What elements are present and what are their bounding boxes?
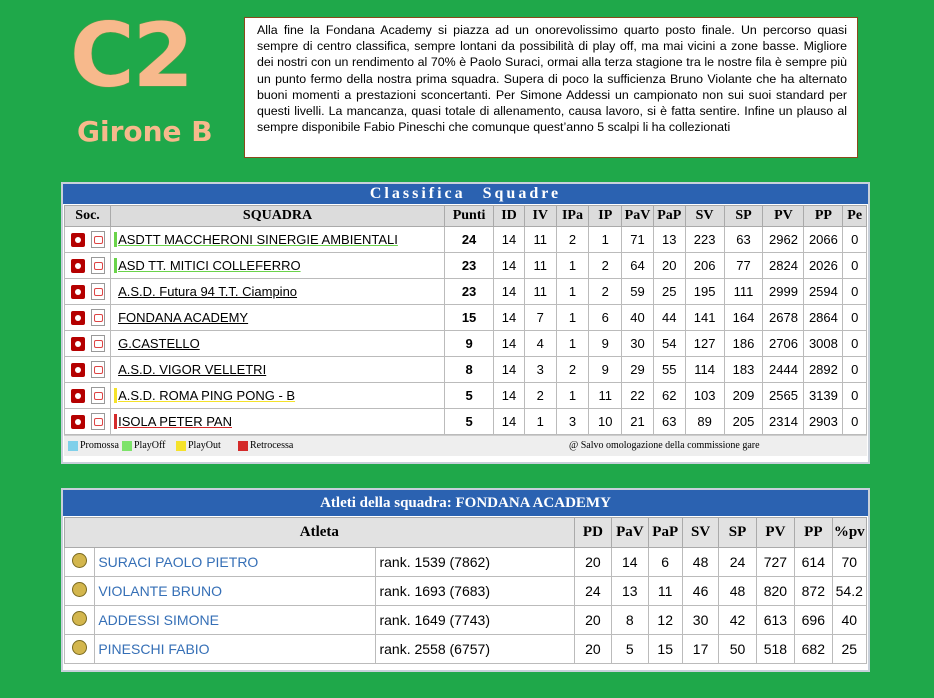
- stat-cell: 23: [444, 253, 493, 279]
- stat-cell: 11: [589, 383, 622, 409]
- table-row: [65, 635, 867, 664]
- stat-cell: 14: [494, 383, 525, 409]
- athletes-panel: [61, 488, 870, 672]
- legend-swatch: [176, 441, 186, 451]
- stat-cell: 11: [524, 253, 556, 279]
- stat-cell: 2565: [763, 383, 804, 409]
- stat-cell: 30: [682, 606, 718, 635]
- stat-cell: 10: [589, 409, 622, 435]
- standings-col-header: Soc.: [65, 206, 111, 227]
- team-link[interactable]: A.S.D. Futura 94 T.T. Ciampino: [118, 284, 298, 299]
- team-cell: [111, 383, 445, 409]
- athlete-col-header: %pv: [832, 518, 866, 548]
- team-details-icon[interactable]: [71, 363, 85, 377]
- stat-cell: 8: [612, 606, 648, 635]
- team-cell: [111, 279, 445, 305]
- legend-item: [68, 436, 119, 456]
- table-row: [65, 383, 867, 409]
- stat-cell: 195: [685, 279, 724, 305]
- stat-cell: 727: [756, 548, 794, 577]
- pdf-icon[interactable]: [91, 309, 105, 326]
- stat-cell: 9: [589, 331, 622, 357]
- legend-label: Promossa: [80, 440, 119, 451]
- stat-cell: 127: [685, 331, 724, 357]
- stat-cell: 23: [444, 279, 493, 305]
- medal-icon: [72, 553, 87, 568]
- stat-cell: 8: [444, 357, 493, 383]
- stat-cell: 64: [622, 253, 654, 279]
- stat-cell: 0: [843, 227, 867, 253]
- stat-cell: 3: [556, 409, 589, 435]
- stat-cell: 1: [556, 253, 589, 279]
- standings-col-header: IV: [524, 206, 556, 227]
- medal-cell: [65, 606, 95, 635]
- stat-cell: 2594: [804, 279, 843, 305]
- medal-icon: [72, 582, 87, 597]
- stat-cell: 14: [494, 227, 525, 253]
- standings-body: [65, 227, 867, 435]
- stat-cell: 50: [719, 635, 756, 664]
- pdf-icon[interactable]: [91, 283, 105, 300]
- standings-title: Classifica Squadre: [63, 184, 868, 204]
- commentary-note: Alla fine la Fondana Academy si piazza ad un onorevolissimo quarto posto finale. Un percorso quasi sempre di centro classifica, sempre lontani da possibilità di play off, ma mai vicini a zone basse. Migliore dei nostri con un rendimento al 70% è Paolo Suraci, ormai alla terza stagione tra le nostre fila è sempre più un punto fermo della nostra prima squadra. Supera di poco la sufficienza Bruno Violante che ha alternato buoni momenti a prestazioni sconcertanti. Per Simone Addessi un campionato non sui suoi standard per questi livelli. La mancanza, quasi totale di allenamento, causa lavoro, si è fatta sentire. Infine un plauso al sempre disponibile Fabio Pineschi che comunque quest’anno 5 scalpi li ha collezionati: [244, 17, 858, 158]
- stat-cell: 3008: [804, 331, 843, 357]
- athlete-col-header: PV: [756, 518, 794, 548]
- stat-cell: 0: [843, 331, 867, 357]
- table-row: [65, 606, 867, 635]
- standings-col-header: PaP: [653, 206, 685, 227]
- stat-cell: 0: [843, 279, 867, 305]
- athletes-table: [64, 517, 867, 664]
- stat-cell: 209: [724, 383, 763, 409]
- legend-label: PlayOff: [134, 440, 166, 451]
- stat-cell: 0: [843, 357, 867, 383]
- athlete-col-header: Atleta: [65, 518, 575, 548]
- medal-icon: [72, 640, 87, 655]
- team-details-icon[interactable]: [71, 285, 85, 299]
- stat-cell: 5: [612, 635, 648, 664]
- stat-cell: 2892: [804, 357, 843, 383]
- stat-cell: 54.2: [832, 577, 866, 606]
- stat-cell: 206: [685, 253, 724, 279]
- pdf-icon[interactable]: [91, 361, 105, 378]
- medal-cell: [65, 577, 95, 606]
- stat-cell: 1: [556, 305, 589, 331]
- team-cell: [111, 253, 445, 279]
- athlete-rank: rank. 2558 (6757): [376, 635, 574, 664]
- stat-cell: 0: [843, 253, 867, 279]
- stat-cell: 2824: [763, 253, 804, 279]
- society-cell: [65, 279, 111, 305]
- team-cell: [111, 357, 445, 383]
- standings-header-row: [65, 206, 867, 227]
- approval-note: @ Salvo omologazione della commissione gare: [569, 440, 760, 451]
- stat-cell: 205: [724, 409, 763, 435]
- athlete-col-header: PaV: [612, 518, 648, 548]
- table-row: [65, 331, 867, 357]
- stat-cell: 14: [494, 357, 525, 383]
- medal-cell: [65, 635, 95, 664]
- stat-cell: 103: [685, 383, 724, 409]
- stat-cell: 11: [524, 227, 556, 253]
- stat-cell: 22: [622, 383, 654, 409]
- stat-cell: 59: [622, 279, 654, 305]
- group-subtitle: Girone B: [77, 115, 213, 148]
- stat-cell: 11: [524, 279, 556, 305]
- pdf-icon[interactable]: [91, 413, 105, 430]
- legend-label: Retrocessa: [250, 440, 294, 451]
- athlete-name[interactable]: PINESCHI FABIO: [95, 635, 376, 664]
- stat-cell: 46: [682, 577, 718, 606]
- stat-cell: 62: [653, 383, 685, 409]
- stat-cell: 2: [556, 227, 589, 253]
- stat-cell: 2962: [763, 227, 804, 253]
- stat-cell: 2444: [763, 357, 804, 383]
- society-cell: [65, 227, 111, 253]
- athlete-col-header: SP: [719, 518, 756, 548]
- stat-cell: 696: [795, 606, 832, 635]
- team-link[interactable]: G.CASTELLO: [118, 336, 200, 351]
- stat-cell: 2678: [763, 305, 804, 331]
- athlete-rank: rank. 1693 (7683): [376, 577, 574, 606]
- athlete-name[interactable]: ADDESSI SIMONE: [95, 606, 376, 635]
- team-details-icon[interactable]: [71, 389, 85, 403]
- stat-cell: 17: [682, 635, 718, 664]
- legend-label: PlayOut: [188, 440, 221, 451]
- stat-cell: 24: [719, 548, 756, 577]
- stat-cell: 77: [724, 253, 763, 279]
- stat-cell: 25: [832, 635, 866, 664]
- stat-cell: 2864: [804, 305, 843, 331]
- stat-cell: 20: [574, 548, 611, 577]
- legend-item: [238, 436, 293, 456]
- standings-col-header: ID: [494, 206, 525, 227]
- pdf-icon[interactable]: [91, 335, 105, 352]
- stat-cell: 48: [719, 577, 756, 606]
- athlete-rank: rank. 1649 (7743): [376, 606, 574, 635]
- stat-cell: 20: [574, 635, 611, 664]
- c2-logo: [70, 4, 220, 152]
- team-cell: [111, 409, 445, 435]
- society-cell: [65, 331, 111, 357]
- league-title: C2: [70, 4, 192, 107]
- stat-cell: 2: [524, 383, 556, 409]
- athlete-name[interactable]: VIOLANTE BRUNO: [95, 577, 376, 606]
- athlete-col-header: PaP: [648, 518, 682, 548]
- stat-cell: 614: [795, 548, 832, 577]
- team-link[interactable]: ASD TT. MITICI COLLEFERRO: [114, 258, 301, 273]
- stat-cell: 114: [685, 357, 724, 383]
- stat-cell: 63: [724, 227, 763, 253]
- pdf-icon[interactable]: [91, 231, 105, 248]
- stat-cell: 24: [444, 227, 493, 253]
- legend-swatch: [68, 441, 78, 451]
- stat-cell: 3: [524, 357, 556, 383]
- athletes-header-row: [65, 518, 867, 548]
- stat-cell: 0: [843, 305, 867, 331]
- standings-col-header: IPa: [556, 206, 589, 227]
- stat-cell: 25: [653, 279, 685, 305]
- stat-cell: 55: [653, 357, 685, 383]
- legend-swatch: [122, 441, 132, 451]
- team-details-icon[interactable]: [71, 233, 85, 247]
- team-link[interactable]: ISOLA PETER PAN: [114, 414, 232, 429]
- stat-cell: 44: [653, 305, 685, 331]
- stat-cell: 1: [556, 383, 589, 409]
- table-row: [65, 305, 867, 331]
- standings-col-header: IP: [589, 206, 622, 227]
- team-link[interactable]: ASDTT MACCHERONI SINERGIE AMBIENTALI: [114, 232, 398, 247]
- stat-cell: 2706: [763, 331, 804, 357]
- table-row: [65, 227, 867, 253]
- stat-cell: 29: [622, 357, 654, 383]
- stat-cell: 14: [494, 331, 525, 357]
- table-row: [65, 253, 867, 279]
- stat-cell: 54: [653, 331, 685, 357]
- stat-cell: 89: [685, 409, 724, 435]
- stat-cell: 6: [589, 305, 622, 331]
- standings-col-header: PP: [804, 206, 843, 227]
- stat-cell: 820: [756, 577, 794, 606]
- stat-cell: 2314: [763, 409, 804, 435]
- medal-icon: [72, 611, 87, 626]
- stat-cell: 14: [494, 409, 525, 435]
- stat-cell: 71: [622, 227, 654, 253]
- stat-cell: 4: [524, 331, 556, 357]
- stat-cell: 223: [685, 227, 724, 253]
- stat-cell: 14: [494, 253, 525, 279]
- stat-cell: 9: [589, 357, 622, 383]
- stat-cell: 1: [556, 279, 589, 305]
- stat-cell: 48: [682, 548, 718, 577]
- stat-cell: 2026: [804, 253, 843, 279]
- stat-cell: 2: [589, 279, 622, 305]
- stat-cell: 518: [756, 635, 794, 664]
- stat-cell: 2066: [804, 227, 843, 253]
- medal-cell: [65, 548, 95, 577]
- stat-cell: 7: [524, 305, 556, 331]
- team-cell: [111, 305, 445, 331]
- stat-cell: 613: [756, 606, 794, 635]
- team-link[interactable]: A.S.D. VIGOR VELLETRI: [118, 362, 267, 377]
- stat-cell: 70: [832, 548, 866, 577]
- stat-cell: 183: [724, 357, 763, 383]
- standings-panel: [61, 182, 870, 464]
- stat-cell: 3139: [804, 383, 843, 409]
- athlete-rank: rank. 1539 (7862): [376, 548, 574, 577]
- team-details-icon[interactable]: [71, 311, 85, 325]
- society-cell: [65, 305, 111, 331]
- stat-cell: 6: [648, 548, 682, 577]
- pdf-icon[interactable]: [91, 387, 105, 404]
- table-row: [65, 577, 867, 606]
- team-cell: [111, 331, 445, 357]
- team-link[interactable]: A.S.D. ROMA PING PONG - B: [114, 388, 295, 403]
- standings-table: [64, 205, 867, 435]
- standings-col-header: Pe: [843, 206, 867, 227]
- stat-cell: 14: [494, 279, 525, 305]
- stat-cell: 0: [843, 409, 867, 435]
- stat-cell: 141: [685, 305, 724, 331]
- pdf-icon[interactable]: [91, 257, 105, 274]
- legend-item: [122, 436, 165, 456]
- standings-col-header: SQUADRA: [111, 206, 445, 227]
- stat-cell: 63: [653, 409, 685, 435]
- stat-cell: 111: [724, 279, 763, 305]
- stat-cell: 186: [724, 331, 763, 357]
- society-cell: [65, 357, 111, 383]
- table-row: [65, 357, 867, 383]
- stat-cell: 14: [494, 305, 525, 331]
- standings-legend: [64, 435, 867, 456]
- athletes-title: Atleti della squadra: FONDANA ACADEMY: [63, 490, 868, 516]
- athletes-body: [65, 548, 867, 664]
- stat-cell: 40: [622, 305, 654, 331]
- athlete-col-header: SV: [682, 518, 718, 548]
- stat-cell: 1: [589, 227, 622, 253]
- stat-cell: 1: [524, 409, 556, 435]
- stat-cell: 20: [653, 253, 685, 279]
- team-details-icon[interactable]: [71, 415, 85, 429]
- stat-cell: 11: [648, 577, 682, 606]
- team-details-icon[interactable]: [71, 337, 85, 351]
- society-cell: [65, 383, 111, 409]
- stat-cell: 682: [795, 635, 832, 664]
- stat-cell: 9: [444, 331, 493, 357]
- stat-cell: 15: [648, 635, 682, 664]
- athlete-name[interactable]: SURACI PAOLO PIETRO: [95, 548, 376, 577]
- stat-cell: 13: [653, 227, 685, 253]
- stat-cell: 1: [556, 331, 589, 357]
- stat-cell: 24: [574, 577, 611, 606]
- stat-cell: 20: [574, 606, 611, 635]
- stat-cell: 164: [724, 305, 763, 331]
- team-cell: [111, 227, 445, 253]
- society-cell: [65, 409, 111, 435]
- team-details-icon[interactable]: [71, 259, 85, 273]
- standings-col-header: PaV: [622, 206, 654, 227]
- standings-col-header: Punti: [444, 206, 493, 227]
- stat-cell: 14: [612, 548, 648, 577]
- stat-cell: 5: [444, 409, 493, 435]
- athlete-col-header: PD: [574, 518, 611, 548]
- stat-cell: 30: [622, 331, 654, 357]
- stat-cell: 5: [444, 383, 493, 409]
- stat-cell: 2: [556, 357, 589, 383]
- stat-cell: 42: [719, 606, 756, 635]
- stat-cell: 872: [795, 577, 832, 606]
- stat-cell: 2999: [763, 279, 804, 305]
- stat-cell: 15: [444, 305, 493, 331]
- standings-col-header: SV: [685, 206, 724, 227]
- standings-col-header: PV: [763, 206, 804, 227]
- legend-item: [176, 436, 221, 456]
- stat-cell: 2903: [804, 409, 843, 435]
- stat-cell: 21: [622, 409, 654, 435]
- stat-cell: 2: [589, 253, 622, 279]
- table-row: [65, 279, 867, 305]
- table-row: [65, 409, 867, 435]
- stat-cell: 13: [612, 577, 648, 606]
- stat-cell: 40: [832, 606, 866, 635]
- table-row: [65, 548, 867, 577]
- athlete-col-header: PP: [795, 518, 832, 548]
- legend-swatch: [238, 441, 248, 451]
- stat-cell: 12: [648, 606, 682, 635]
- team-link[interactable]: FONDANA ACADEMY: [118, 310, 249, 325]
- society-cell: [65, 253, 111, 279]
- stat-cell: 0: [843, 383, 867, 409]
- standings-col-header: SP: [724, 206, 763, 227]
